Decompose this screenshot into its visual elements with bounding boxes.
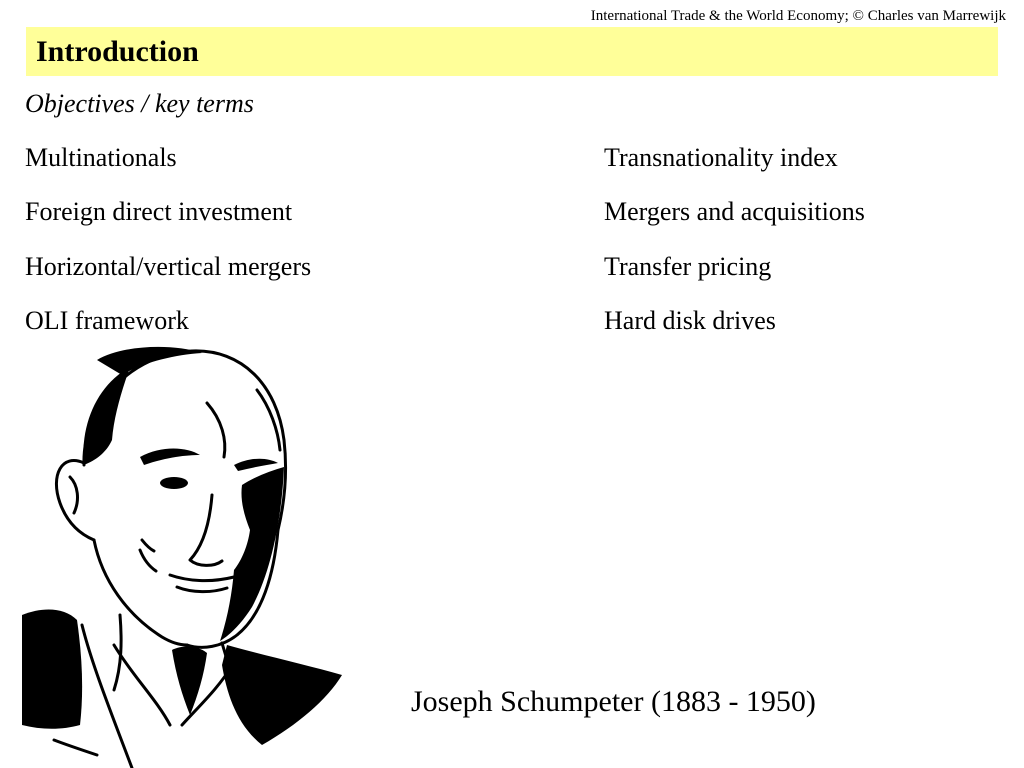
title-bar bbox=[26, 27, 998, 76]
key-term: Foreign direct investment bbox=[25, 197, 293, 226]
schumpeter-portrait bbox=[22, 345, 352, 768]
key-term: OLI framework bbox=[25, 306, 189, 335]
header-note: International Trade & the World Economy; © Charles van Marrewijk bbox=[590, 8, 1006, 24]
key-term: Hard disk drives bbox=[604, 306, 776, 335]
key-term: Transnationality index bbox=[604, 143, 838, 172]
portrait-caption: Joseph Schumpeter (1883 - 1950) bbox=[411, 685, 816, 718]
slide-title: Introduction bbox=[36, 35, 199, 68]
key-term: Mergers and acquisitions bbox=[604, 197, 865, 226]
key-term: Horizontal/vertical mergers bbox=[25, 252, 312, 281]
key-term: Multinationals bbox=[25, 143, 177, 172]
key-term: Transfer pricing bbox=[604, 252, 772, 281]
slide-subtitle: Objectives / key terms bbox=[25, 89, 254, 118]
